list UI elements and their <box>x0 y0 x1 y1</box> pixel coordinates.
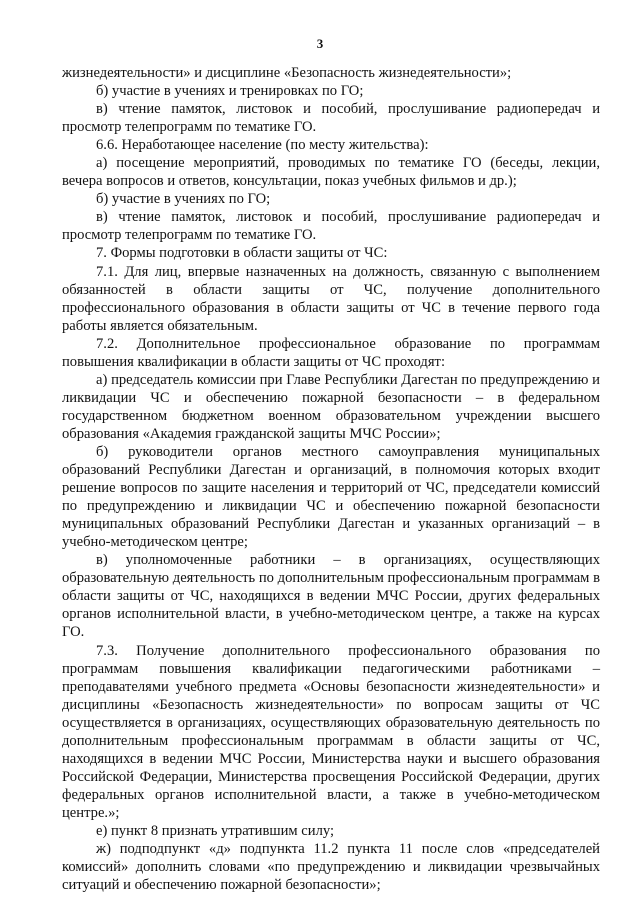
paragraph-zh: ж) подподпункт «д» подпункта 11.2 пункта 11 после слов «председателей комиссий» дополнить словами «по предупреждению и ликвидации чрезвычайных ситуаций и обеспечению пожарной безопасности»; <box>62 841 600 894</box>
paragraph-e: е) пункт 8 признать утратившим силу; <box>96 822 335 839</box>
paragraph-7-2: 7.2. Дополнительное профессиональное образование по программам повышения квалификации в области защиты от ЧС проходят: <box>62 335 600 370</box>
paragraph-6-6-a: а) посещение мероприятий, проводимых по тематике ГО (беседы, лекции, вечера вопросов и ответов, консультации, показ учебных фильмов и др.); <box>62 155 600 190</box>
paragraph-6-6: 6.6. Неработающее население (по месту жительства): <box>96 137 429 154</box>
document-body <box>62 64 600 894</box>
paragraph-7-2-a: а) председатель комиссии при Главе Республики Дагестан по предупреждению и ликвидации ЧС и обеспечению пожарной безопасности – в федеральном государственном бюджетном военном образовательном учреждении высшего образования «Академия гражданской защиты МЧС России»; <box>62 371 600 442</box>
paragraph-6-6-v: в) чтение памяток, листовок и пособий, прослушивание радиопередач и просмотр телепрограмм по тематике ГО. <box>62 209 600 244</box>
paragraph-7-1: 7.1. Для лиц, впервые назначенных на должность, связанную с выполнением обязанностей в области защиты от ЧС, получение дополнительного профессионального образования в области защиты от ЧС в течение первого года работы является обязательным. <box>62 263 600 334</box>
paragraph-6-6-b: б) участие в учениях по ГО; <box>96 191 271 208</box>
paragraph-7: 7. Формы подготовки в области защиты от ЧС: <box>96 245 388 262</box>
paragraph-6-5-v: в) чтение памяток, листовок и пособий, прослушивание радиопередач и просмотр телепрограмм по тематике ГО. <box>62 101 600 136</box>
paragraph-7-3: 7.3. Получение дополнительного профессионального образования по программам повышения квалификации педагогическими работниками – преподавателями учебного предмета «Основы безопасности жизнедеятельности» и дисциплины «Безопасность жизнедеятельности» по вопросам защиты от ЧС осуществляется в организациях, осуществляющих образовательную деятельность по дополнительным профессиональным программам в области защиты от ЧС, находящихся в ведении МЧС России, Министерства науки и высшего образования Российской Федерации, Министерства просвещения Российской Федерации, других федеральных органов исполнительной власти, а также в учебно-методическом центре.»; <box>62 642 600 821</box>
paragraph-continuation: жизнедеятельности» и дисциплине «Безопасность жизнедеятельности»; <box>62 65 512 81</box>
page-number: 3 <box>316 36 324 51</box>
paragraph-6-5-b: б) участие в учениях и тренировках по ГО; <box>96 83 364 100</box>
paragraph-7-2-v: в) уполномоченные работники – в организациях, осуществляющих образовательную деятельность по дополнительным профессиональным программам в области защиты от ЧС, находящихся в ведении МЧС России, других федеральных органов исполнительной власти, в учебно-методическом центре, а также на курсах ГО. <box>62 552 600 641</box>
paragraph-7-2-b: б) руководители органов местного самоуправления муниципальных образований Республики Дагестан и организаций, в полномочия которых входит решение вопросов по защите населения и территорий от ЧС, председатели комиссий по предупреждению и ликвидации ЧС и обеспечению пожарной безопасности муниципальных образований Республики Дагестан и указанных организаций – в учебно-методическом центре; <box>62 443 600 551</box>
